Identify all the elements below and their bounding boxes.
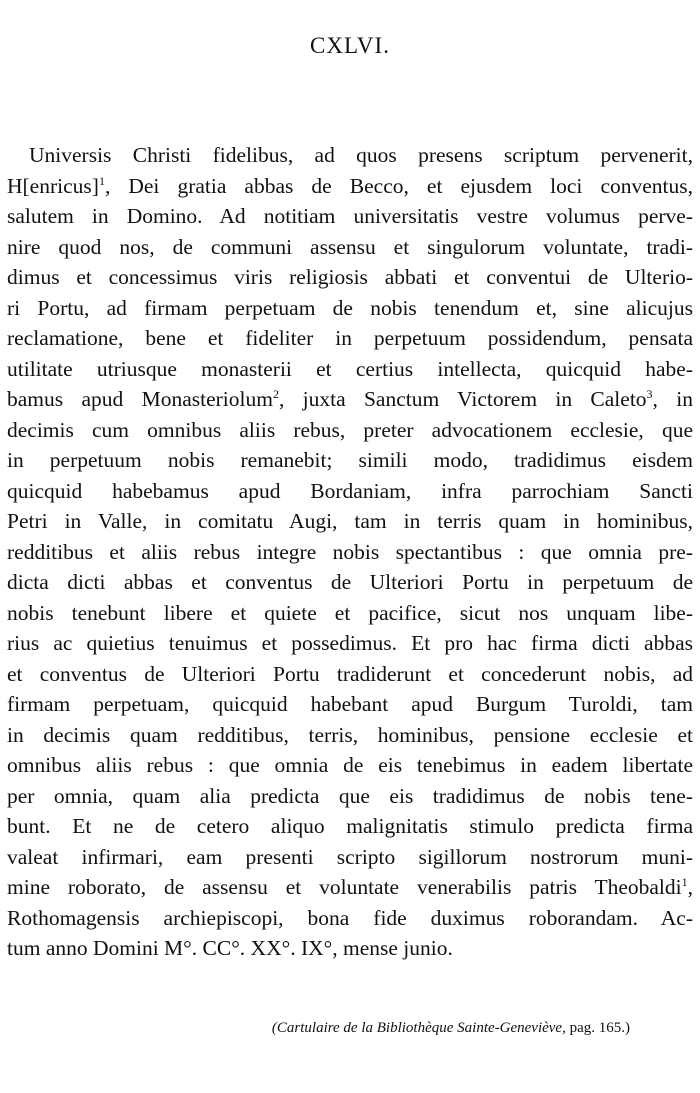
text-line: reclamatione, bene et fideliter in perpetuum possidendum, pensata (7, 326, 693, 350)
text-line: bamus apud Monasteriolum$^2$, juxta Sanctum Victorem in Caleto$^3$, in (7, 387, 693, 411)
text-line: nobis tenebunt libere et quiete et pacifice, sicut nos unquam libe- (7, 600, 693, 625)
text-line: in perpetuum nobis remanebit; simili modo, tradidimus eisdem (7, 448, 693, 472)
text-line: dicta dicti abbas et conventus de Ulteriori Portu in perpetuum de (7, 570, 693, 594)
text-line: decimis cum omnibus aliis rebus, preter advocationem ecclesie, que (7, 417, 693, 442)
footnote-mark: 3 (646, 387, 653, 401)
footnote-mark: 1 (681, 875, 688, 889)
text-line: rius ac quietius tenuimus et possedimus. Et pro hac firma dicti abbas (7, 631, 693, 655)
text-line: per omnia, quam alia predicta que eis tradidimus de nobis tene- (7, 783, 693, 808)
source-citation (272, 1020, 630, 1037)
text-line: in decimis quam redditibus, terris, hominibus, pensione ecclesie et (7, 722, 693, 747)
text-line: Rothomagensis archiepiscopi, bona fide duximus roborandam. Ac- (7, 905, 693, 930)
charter-body (7, 140, 693, 964)
text-line: valeat infirmari, eam presenti scripto sigillorum nostrorum muni- (7, 844, 693, 869)
text-line: tum anno Domini M°. CC°. XX°. IX°, mense junio. (7, 936, 453, 960)
charter-number-title: CXLVI. (310, 33, 390, 58)
text-line: ri Portu, ad firmam perpetuam de nobis tenendum et, sine alicujus (7, 295, 693, 320)
source-page-ref: pag. 165.) (569, 1020, 630, 1036)
text-line: quicquid habebamus apud Bordaniam, infra parrochiam Sancti (7, 478, 693, 503)
text-line: bunt. Et ne de cetero aliquo malignitatis stimulo predicta firma (7, 814, 693, 838)
text-line: Universis Christi fidelibus, ad quos presens scriptum pervenerit, (29, 143, 693, 167)
text-line: omnibus aliis rebus : que omnia de eis tenebimus in eadem libertate (7, 753, 693, 777)
footnote-mark: 1 (98, 173, 105, 188)
text-line: et conventus de Ulteriori Portu tradiderunt et concederunt nobis, ad (7, 661, 693, 686)
text-line: firmam perpetuam, quicquid habebant apud Burgum Turoldi, tam (7, 692, 693, 716)
text-line: salutem in Domino. Ad notitiam universitatis vestre volumus perve- (7, 204, 693, 228)
text-line: mine roborato, de assensu et voluntate venerabilis patris Theobaldi$^1$, (7, 875, 693, 899)
footnote-mark: 2 (272, 387, 279, 401)
text-line: H[enricus]$^1$, Dei gratia abbas de Becco, et ejusdem loci conventus, (7, 173, 693, 198)
text-line: dimus et concessimus viris religiosis abbati et conventui de Ulterio- (7, 265, 693, 289)
text-line: nire quod nos, de communi assensu et singulorum voluntate, tradi- (7, 234, 693, 259)
text-line: utilitate utriusque monasterii et certius intellecta, quicquid habe- (7, 356, 693, 381)
text-line: Petri in Valle, in comitatu Augi, tam in terris quam in hominibus, (7, 509, 693, 533)
text-line: redditibus et aliis rebus integre nobis spectantibus : que omnia pre- (7, 539, 693, 564)
source-title: (Cartulaire de la Bibliothèque Sainte-Geneviève, (271, 1020, 566, 1036)
